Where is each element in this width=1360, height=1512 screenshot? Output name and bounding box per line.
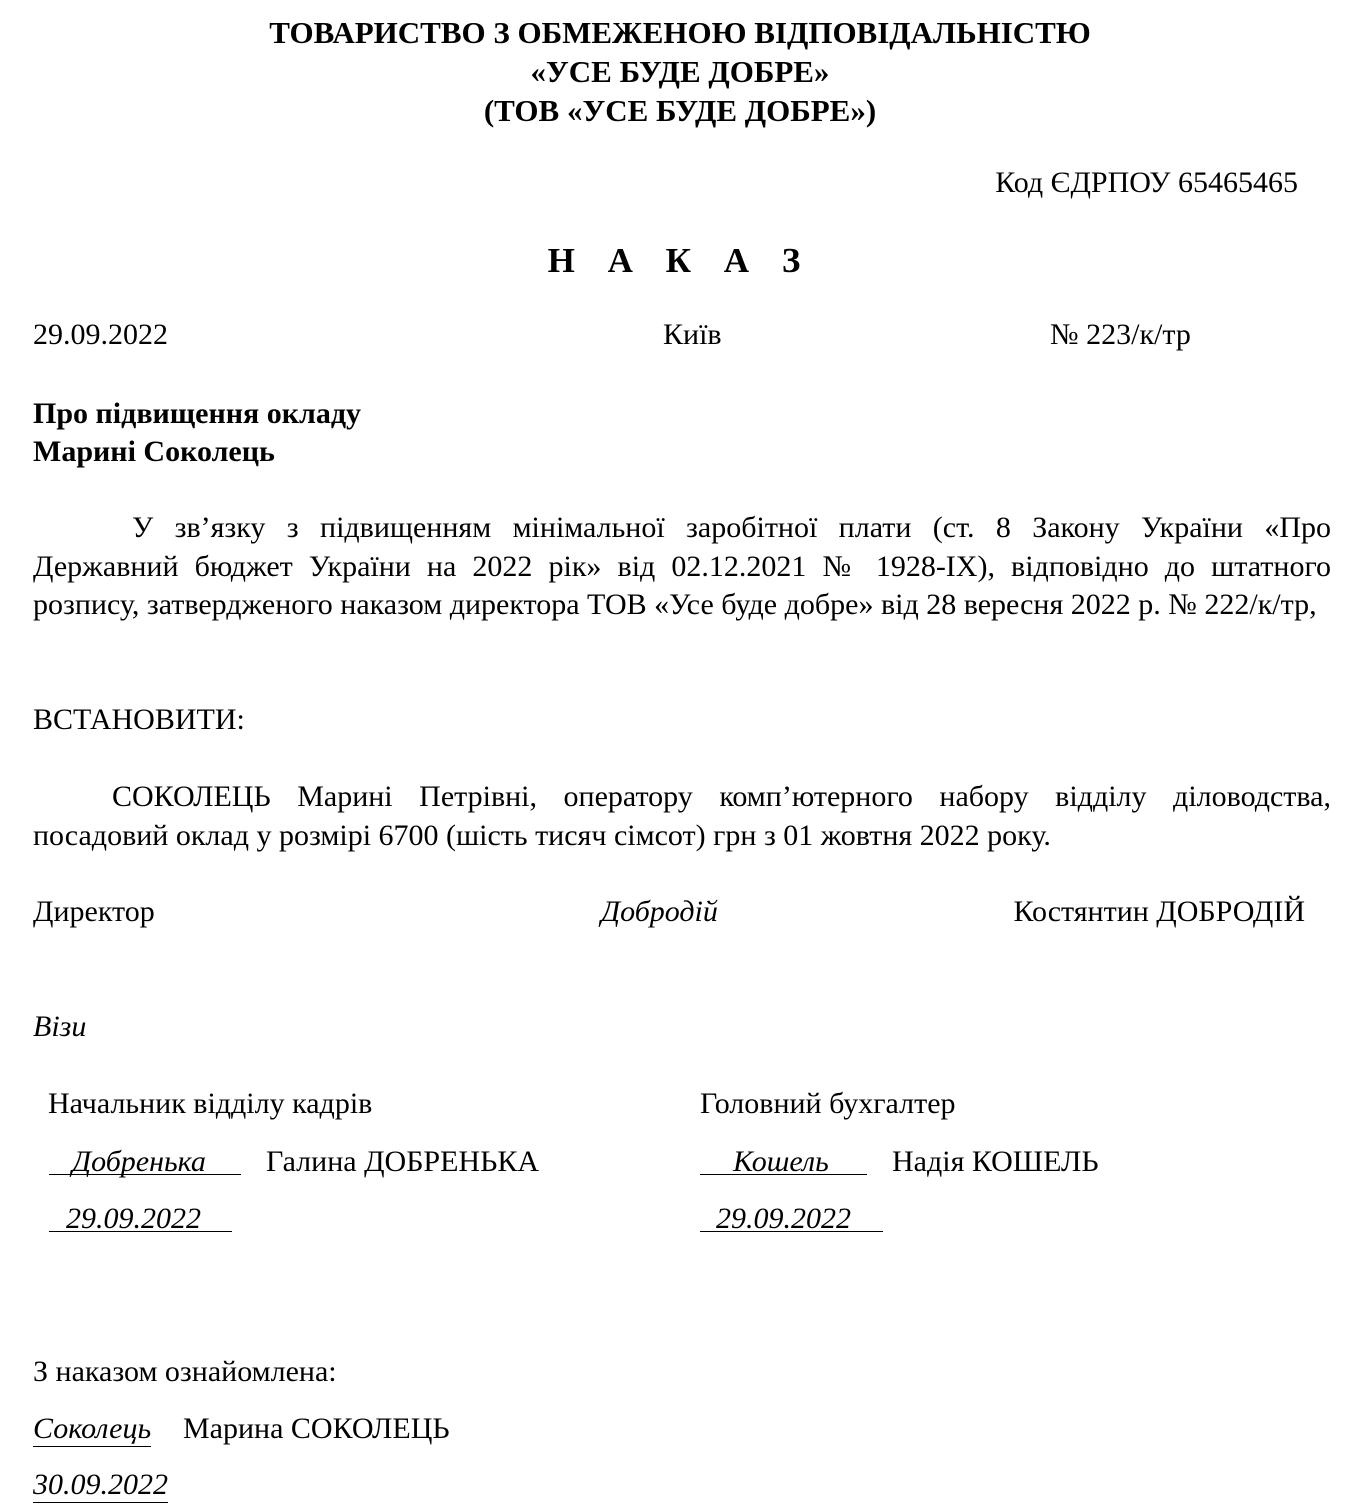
order-date: 29.09.2022 (33, 318, 168, 351)
company-short-name: (ТОВ «УСЕ БУДЕ ДОБРЕ») (483, 93, 877, 128)
visas-label: Візи (33, 1010, 87, 1043)
company-quoted-name: «УСЕ БУДЕ ДОБРЕ» (530, 54, 830, 89)
preamble-paragraph: У зв’язку з підвищенням мінімальної заробітної плати (ст. 8 Закону України «Про Державний бюджет України на 2022 рік» від 02.12.2021 № 1928-IX), відповідно до штатного розпису, затвердженого наказом директора ТОВ «Усе буде добре» від 28 вересня 2022 р. № 222/к/тр, (33, 511, 1331, 621)
acknowledgement-label: З наказом ознайомлена: (33, 1355, 337, 1388)
director-position: Директор (33, 895, 155, 928)
accountant-signature: Кошель (733, 1145, 829, 1178)
order-number: № 223/к/тр (1050, 318, 1191, 351)
company-name: ТОВАРИСТВО З ОБМЕЖЕНОЮ ВІДПОВІДАЛЬНІСТЮ (269, 15, 1091, 50)
subject-line-1: Про підвищення окладу (33, 397, 362, 430)
subject-line-2: Марині Соколець (33, 435, 275, 468)
accountant-name: Надія КОШЕЛЬ (892, 1145, 1099, 1178)
director-signature: Добродій (601, 895, 718, 928)
order-city: Київ (663, 318, 722, 351)
hr-signature: Добренька (72, 1145, 206, 1178)
employee-signature (33, 1414, 151, 1444)
document-title: Н А К А З (547, 241, 813, 280)
employee-name: Марина СОКОЛЕЦЬ (183, 1412, 450, 1445)
director-name: Костянтин ДОБРОДІЙ (1013, 895, 1305, 928)
directive-heading: ВСТАНОВИТИ: (33, 703, 245, 736)
hr-name: Галина ДОБРЕНЬКА (266, 1145, 540, 1178)
accountant-position: Головний бухгалтер (700, 1087, 956, 1120)
acknowledgement-date-text: 30.09.2022 (33, 1468, 168, 1501)
employee-signature-text: Соколець (33, 1412, 152, 1445)
hr-position: Начальник відділу кадрів (48, 1087, 373, 1120)
order-paragraph: СОКОЛЕЦЬ Марині Петрівні, оператору комп’ютерного набору відділу діловодства, посадовий оклад у розмірі 6700 (шість тисяч сімсот) грн з 01 жовтня 2022 року. (33, 780, 1331, 852)
acknowledgement-date (33, 1470, 168, 1500)
hr-date: 29.09.2022 (66, 1202, 201, 1235)
accountant-date: 29.09.2022 (716, 1202, 851, 1235)
edrpou-code: Код ЄДРПОУ 65465465 (995, 166, 1298, 199)
